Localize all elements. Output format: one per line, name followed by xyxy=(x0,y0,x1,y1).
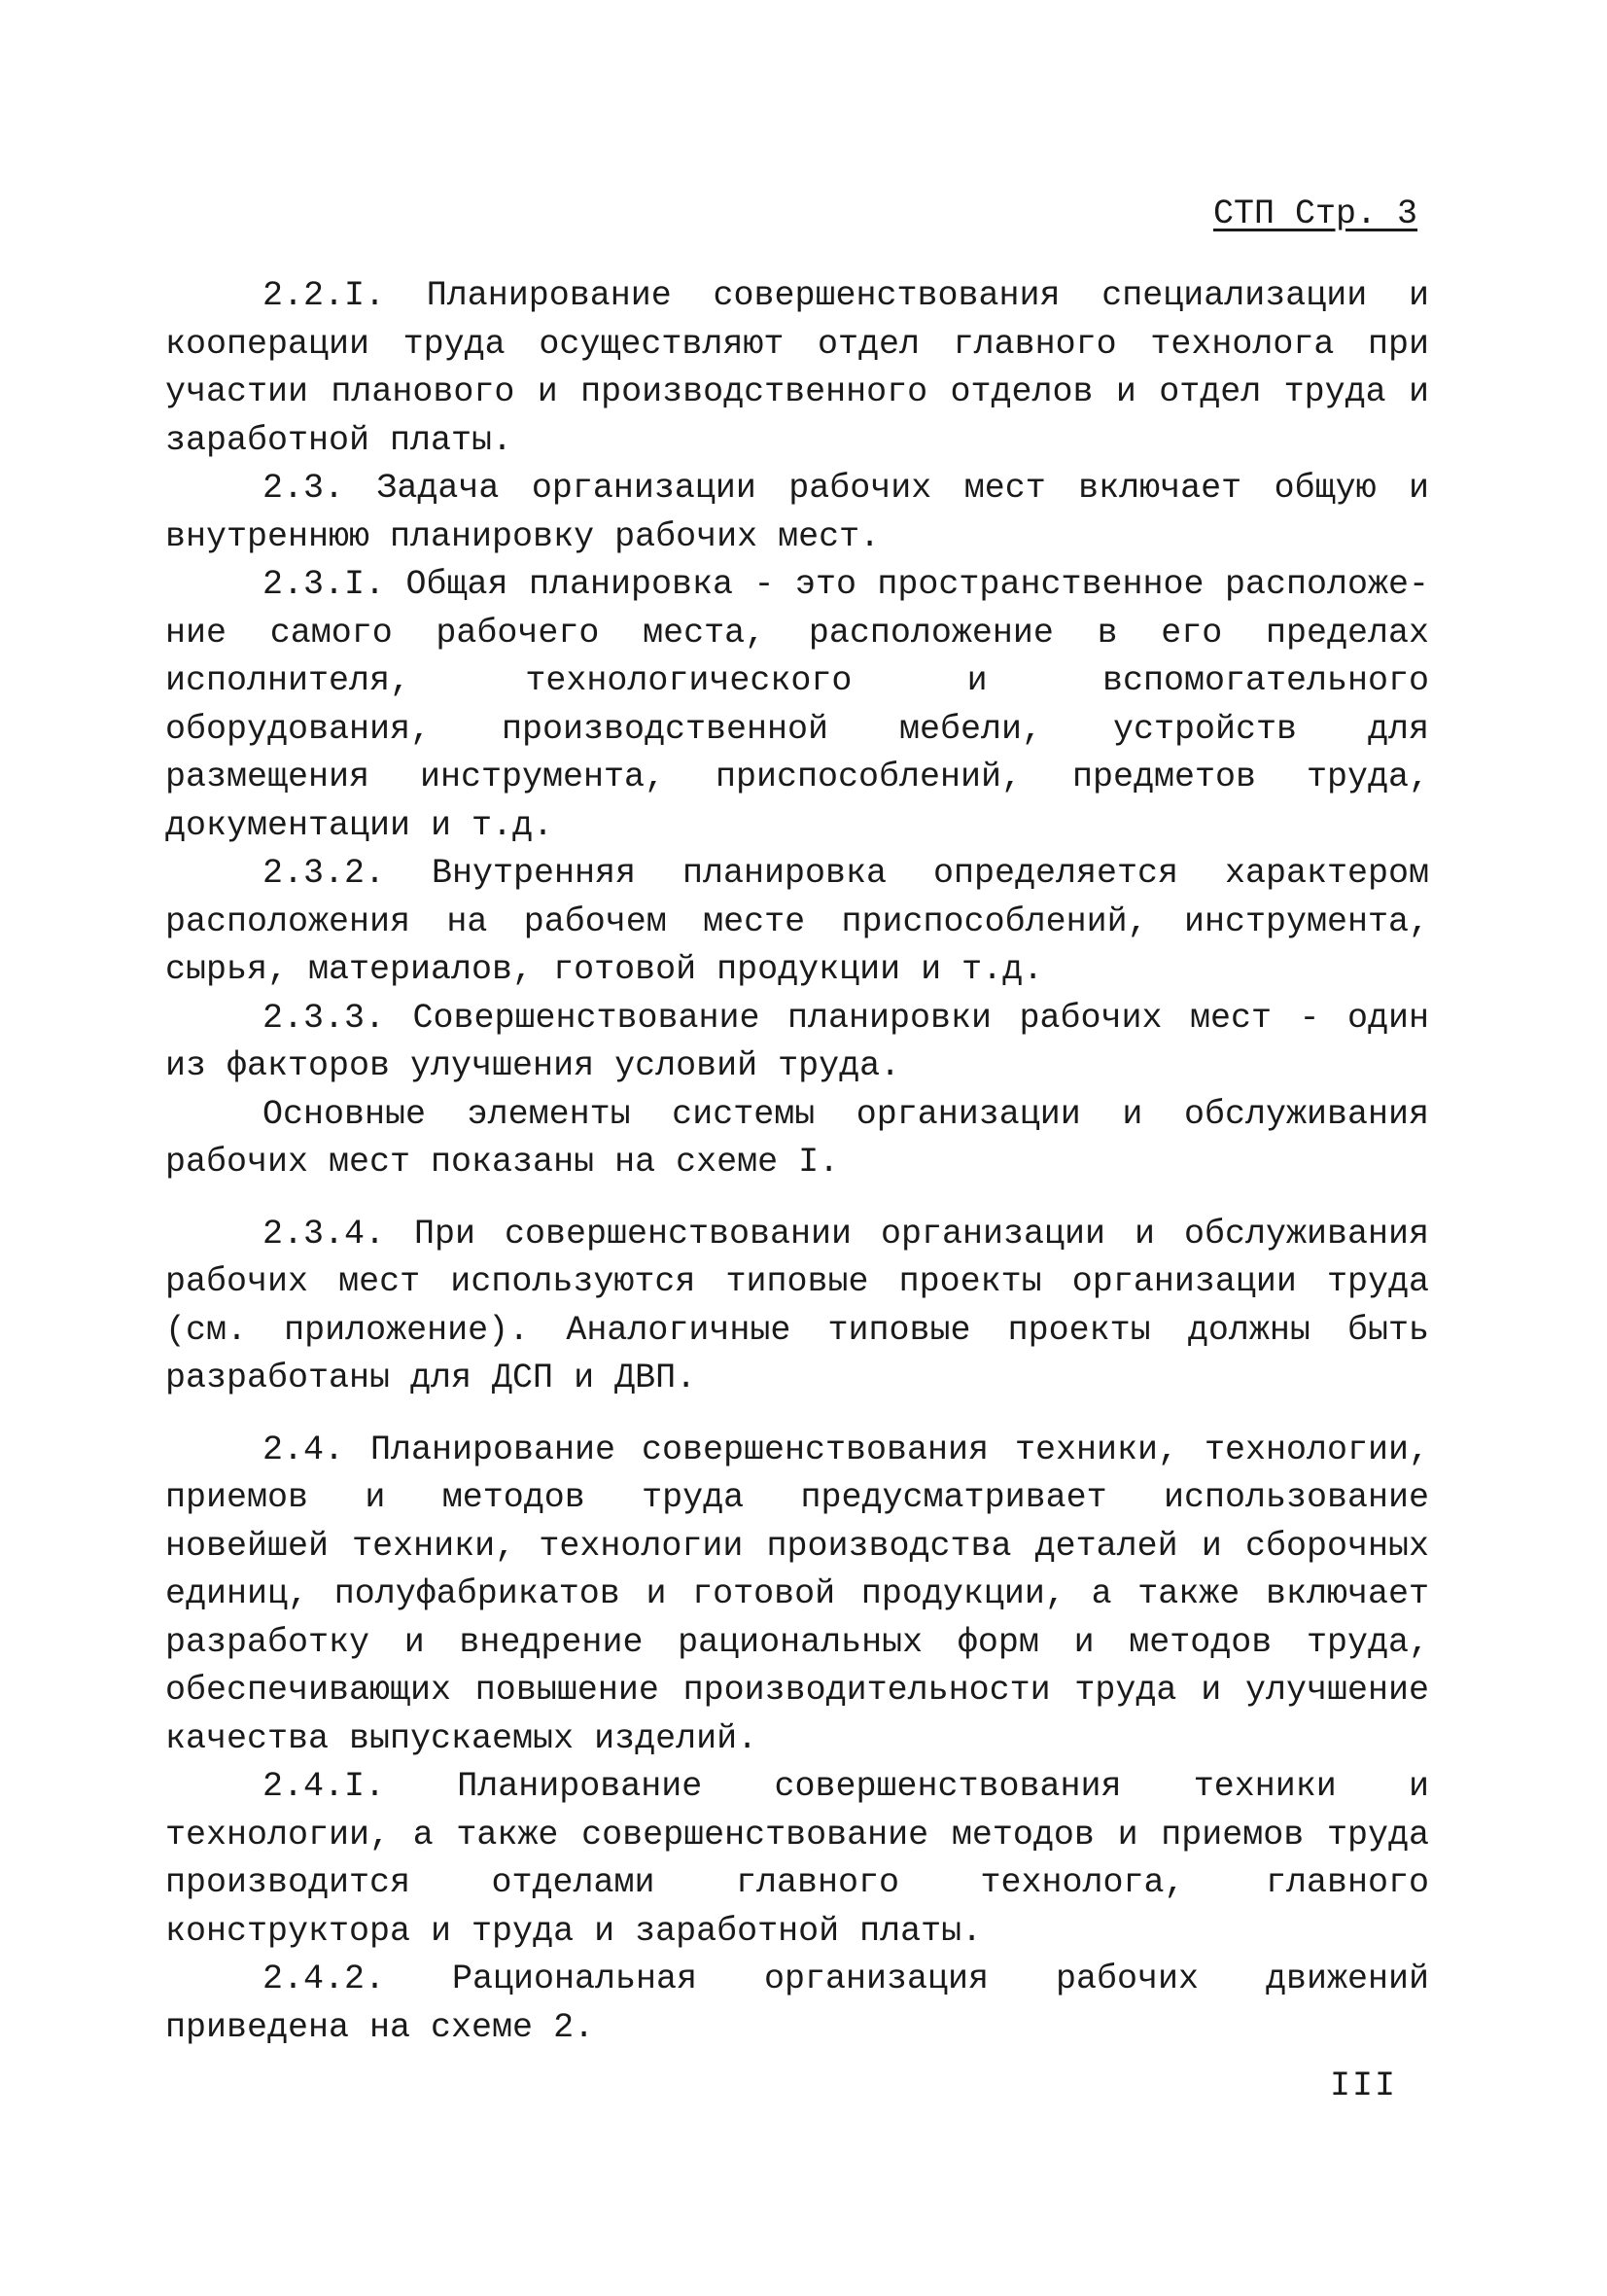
paragraph-2-4-2: 2.4.2. Рациональная организация рабочих движений приведена на схеме 2. xyxy=(165,1960,1429,2047)
paragraph-2-4-1: 2.4.I. Планирование совершенствования техники и технологии, а также совершенствование методов и приемов труда производится отделами главного технолога, главного конструктора и труда и заработной платы. xyxy=(165,1767,1429,1951)
document-body xyxy=(165,272,1429,2052)
page-number: III xyxy=(1330,2066,1398,2105)
paragraph-main-elements: Основные элементы системы организации и обслуживания рабочих мест показаны на схеме I. xyxy=(165,1094,1429,1182)
paragraph-2-3-1: 2.3.I. Общая планировка - это пространственное расположение самого рабочего места, расположение в его пределах исполнителя, технологического и вспомогательного оборудования, производственной мебели, устройств для размещения инструмента, приспособлений, предметов труда, документации и т.д. xyxy=(165,565,1429,845)
paragraph-2-4: 2.4. Планирование совершенствования техники, технологии, приемов и методов труда предусматривает использование новейшей техники, технологии производства деталей и сборочных единиц, полуфабрикатов и готовой продукции, а также включает разработку и внедрение рациональных форм и методов труда, обеспечивающих повышение производительности труда и улучшение качества выпускаемых изделий. xyxy=(165,1430,1429,1758)
paragraph-2-3-2: 2.3.2. Внутренняя планировка определяется характером расположения на рабочем месте приспособлений, инструмента, сырья, материалов, готовой продукции и т.д. xyxy=(165,854,1429,989)
paragraph-2-3-3: 2.3.3. Совершенствование планировки рабочих мест - один из факторов улучшения условий труда. xyxy=(165,998,1429,1085)
paragraph-2-3-4: 2.3.4. При совершенствовании организации и обслуживания рабочих мест используются типовые проекты организации труда (см. приложение). Аналогичные типовые проекты должны быть разработаны для ДСП и ДВП. xyxy=(165,1214,1429,1397)
page-header: СТП Стр. 3 xyxy=(1213,194,1418,233)
paragraph-2-3: 2.3. Задача организации рабочих мест включает общую и внутреннюю планировку рабочих мест. xyxy=(165,469,1429,556)
paragraph-2-2-1: 2.2.I. Планирование совершенствования специализации и кооперации труда осуществляют отдел главного технолога при участии планового и производственного отделов и отдел труда и заработной платы. xyxy=(165,276,1429,460)
